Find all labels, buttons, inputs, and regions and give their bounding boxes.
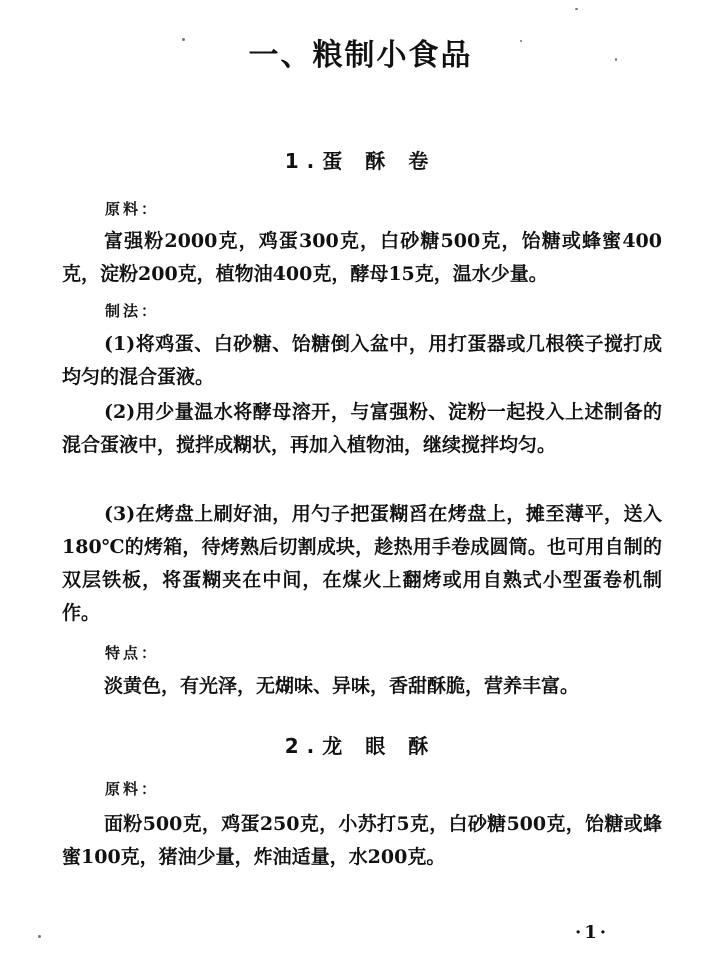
ingredients-text: 面粉500克，鸡蛋250克，小苏打5克，白砂糖500克，饴糖或蜂蜜100克，猪油少量，炸油适量，水200克。: [62, 813, 662, 868]
section-title-egg-roll: 1.蛋 酥 卷: [284, 149, 437, 173]
features-text: 淡黄色，有光泽，无煳味、异味，香甜酥脆，营养丰富。: [104, 675, 580, 697]
method-step-3: (3)在烤盘上刷好油，用勺子把蛋糊舀在烤盘上，摊至薄平，送入180℃的烤箱，待烤熟后切割成块，趁热用手卷成圆筒。也可用自制的双层铁板，将蛋糊夹在中间，在煤火上翻烤或用自熟式小型蛋卷机制作。: [62, 503, 662, 624]
method-label: 制法：: [105, 302, 160, 320]
scan-speck: [38, 935, 41, 938]
ingredients-label: 原料：: [105, 200, 160, 218]
features-label: 特点：: [105, 644, 160, 662]
scan-speck: [182, 38, 185, 41]
page-number: ·1·: [575, 922, 610, 943]
section-title-longan-pastry: 2.龙 眼 酥: [284, 734, 437, 758]
ingredients-text: 富强粉2000克，鸡蛋300克，白砂糖500克，饴糖或蜂蜜400克，淀粉200克，植物油400克，酵母15克，温水少量。: [62, 230, 662, 285]
scan-speck: [615, 58, 617, 61]
method-step-1: (1)将鸡蛋、白砂糖、饴糖倒入盆中，用打蛋器或几根筷子搅打成均匀的混合蛋液。: [62, 333, 662, 388]
scan-speck: [520, 40, 522, 42]
ingredients-label: 原料：: [105, 780, 160, 798]
chapter-title: 一、粮制小食品: [248, 38, 473, 73]
method-step-2: (2)用少量温水将酵母溶开，与富强粉、淀粉一起投入上述制备的混合蛋液中，搅拌成糊状，再加入植物油，继续搅拌均匀。: [62, 401, 662, 456]
scan-speck: [575, 8, 578, 10]
